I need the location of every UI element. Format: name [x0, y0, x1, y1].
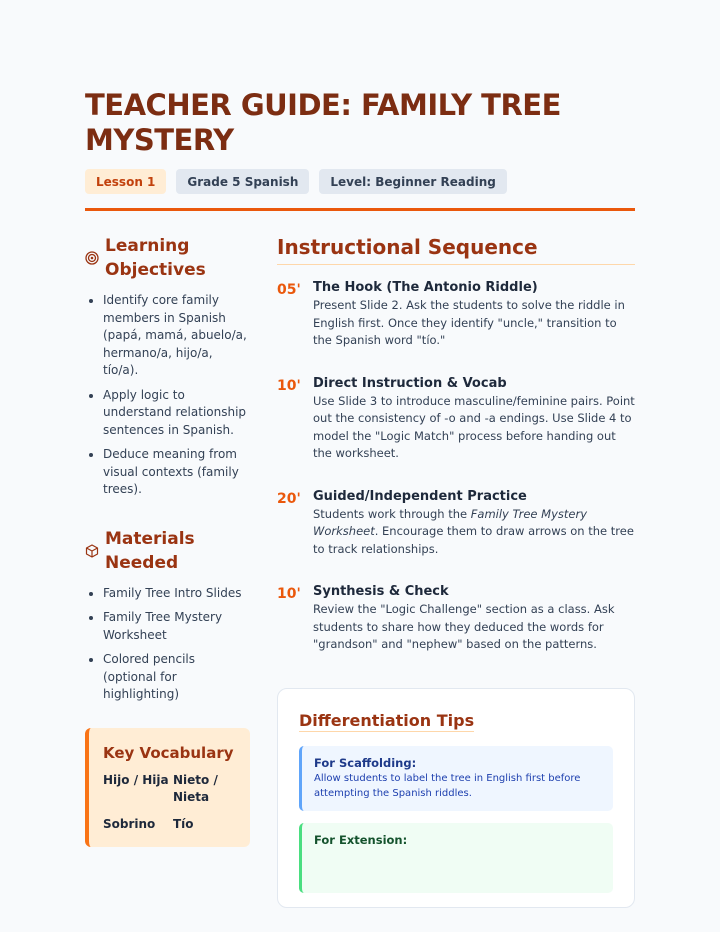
- step-text: Review the "Logic Challenge" section as a class. Ask students to share how they deduced the words for "grandson" and "nephew" based on the patterns.: [313, 602, 615, 651]
- materials-section: [85, 527, 250, 704]
- page-title: TEACHER GUIDE: FAMILY TREE MYSTERY: [85, 88, 561, 157]
- objectives-section: [85, 234, 250, 499]
- list-item: Family Tree Mystery Worksheet: [85, 609, 250, 644]
- sequence-title: Instructional Sequence: [277, 234, 635, 265]
- extension-label: For Extension:: [314, 833, 408, 847]
- objectives-list: [85, 292, 250, 499]
- level-tag: Level: Beginner Reading: [319, 169, 506, 194]
- scaffolding-label: For Scaffolding:: [314, 756, 417, 770]
- step-text: Present Slide 2. Ask the students to solve the riddle in English first. Once they identify "uncle," transition to the Spanish word "tío.": [313, 298, 625, 347]
- vocab-word: Nieto / Nieta: [173, 772, 218, 804]
- step-title: Guided/Independent Practice: [313, 488, 527, 504]
- target-icon: [85, 251, 99, 265]
- extension-tip: [299, 823, 613, 893]
- step-text-part: . Encourage them to draw arrows on the tree to track relationships.: [313, 524, 634, 556]
- header-divider: [85, 208, 635, 211]
- list-item: Deduce meaning from visual contexts (family trees).: [85, 446, 250, 499]
- sequence-step: [277, 488, 635, 559]
- worksheet-name: Family Tree Mystery Worksheet: [313, 506, 587, 538]
- list-item: Family Tree Intro Slides: [85, 585, 250, 603]
- scaffolding-text: Allow students to label the tree in English first before attempting the Spanish riddles.: [314, 773, 581, 799]
- step-text: [313, 506, 635, 559]
- step-title: Synthesis & Check: [313, 584, 449, 599]
- sequence-step: [277, 375, 635, 463]
- step-title: The Hook (The Antonio Riddle): [313, 280, 538, 295]
- step-time: 10': [277, 377, 301, 394]
- box-icon: [85, 544, 99, 558]
- step-title: Direct Instruction & Vocab: [313, 375, 507, 391]
- list-item: Identify core family members in Spanish (papá, mamá, abuelo/a, hermano/a, hijo/a, tío/a).: [85, 292, 250, 380]
- right-column: [277, 234, 635, 847]
- sequence-step: [277, 583, 635, 654]
- step-time: 05': [277, 282, 301, 298]
- sequence-step: [277, 279, 635, 350]
- differentiation-title: Differentiation Tips: [299, 711, 475, 730]
- vocab-word: Sobrino: [103, 816, 156, 831]
- step-text-part: Students work through the: [313, 506, 471, 521]
- differentiation-card: [277, 688, 635, 908]
- materials-list: [85, 585, 250, 704]
- list-item: Apply logic to understand relationship sentences in Spanish.: [85, 387, 250, 440]
- vocabulary-title: Key Vocabulary: [103, 743, 234, 762]
- left-column: [85, 234, 250, 847]
- step-time: 20': [277, 490, 301, 507]
- vocabulary-grid: [103, 772, 236, 833]
- vocab-word: Tío: [173, 816, 194, 831]
- list-item: Colored pencils (optional for highlighting): [85, 651, 250, 704]
- tag-row: [85, 169, 635, 194]
- step-time: 10': [277, 586, 301, 602]
- vocab-word: Hijo / Hija: [103, 772, 169, 787]
- materials-title: Materials Needed: [105, 528, 195, 573]
- teacher-guide-page: [85, 88, 635, 847]
- lesson-tag: Lesson 1: [85, 169, 166, 194]
- step-text: Use Slide 3 to introduce masculine/feminine pairs. Point out the consistency of -o and -a endings. Use Slide 4 to model the "Logic Match" process before handing out the worksheet.: [313, 393, 635, 460]
- grade-tag: Grade 5 Spanish: [176, 169, 309, 194]
- objectives-title: Learning Objectives: [105, 236, 206, 280]
- scaffolding-tip: [299, 746, 613, 811]
- key-vocabulary-card: [85, 728, 250, 847]
